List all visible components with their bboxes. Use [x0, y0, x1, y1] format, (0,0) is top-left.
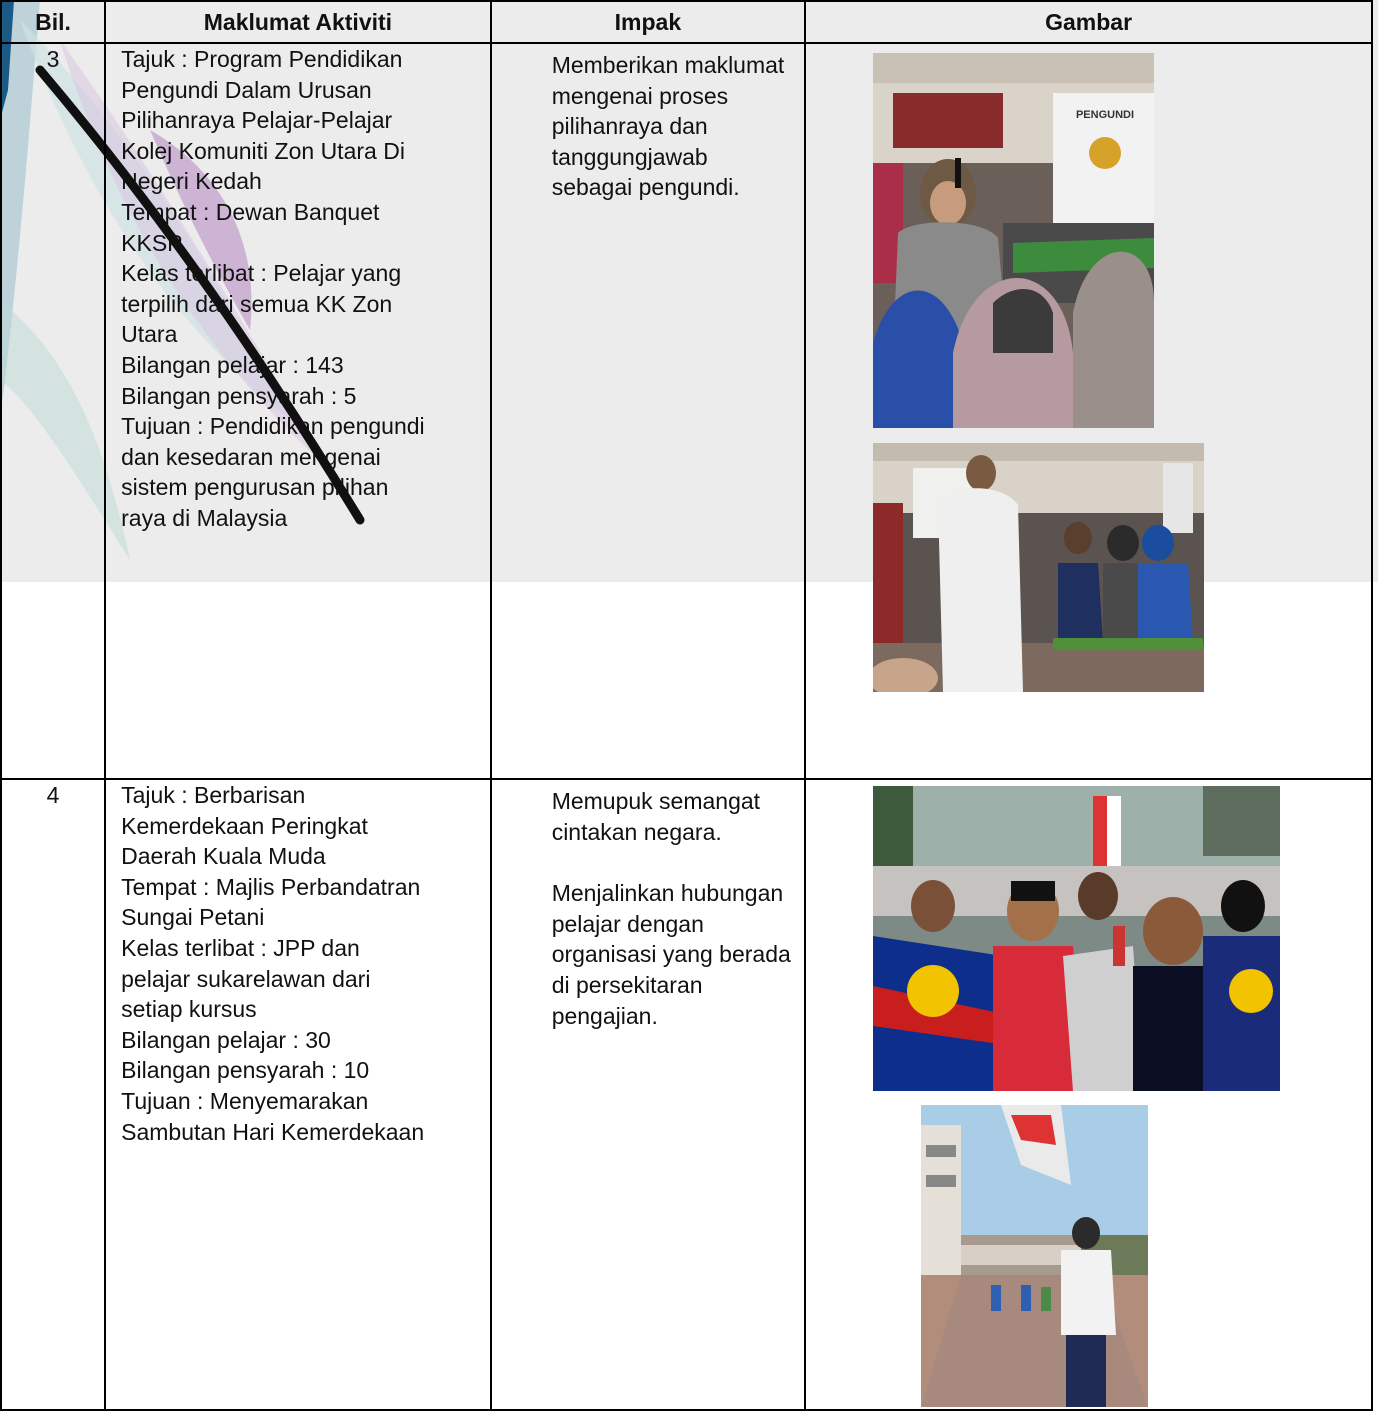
impact-cell — [491, 43, 805, 779]
info-line: raya di Malaysia — [121, 504, 288, 531]
row-number: 4 — [1, 779, 105, 1410]
header-maklumat-aktiviti: Maklumat Aktiviti — [105, 1, 491, 43]
info-line: Daerah Kuala Muda — [121, 843, 326, 870]
info-line: Negeri Kedah — [121, 168, 262, 195]
activity-info — [105, 779, 491, 1410]
info-line: KKSP — [121, 229, 183, 256]
info-line: Bilangan pensyarah : 5 — [121, 382, 357, 409]
info-line: Tajuk : Program Pendidikan — [121, 46, 403, 72]
header-bil: Bil. — [1, 1, 105, 43]
photo-street-parade — [921, 1105, 1148, 1407]
info-line: Kemerdekaan Peringkat — [121, 812, 368, 839]
header-gambar: Gambar — [805, 1, 1372, 43]
info-line: Tempat : Dewan Banquet — [121, 198, 380, 225]
impact-paragraph: Memberikan maklumat mengenai proses pilihanraya dan tanggungjawab sebagai pengundi. — [551, 52, 785, 201]
impact-cell — [491, 779, 805, 1410]
info-line: Tujuan : Pendidikan pengundi — [121, 413, 425, 440]
info-line: terpilih dari semua KK Zon — [121, 290, 393, 317]
info-line: dan kesedaran mengenai — [121, 443, 381, 470]
activity-info — [105, 43, 491, 779]
info-line: Utara — [121, 321, 178, 348]
info-line: Sungai Petani — [121, 904, 265, 931]
info-line: pelajar sukarelawan dari — [121, 965, 371, 992]
photo-seminar-audience — [873, 443, 1204, 692]
info-line: Kolej Komuniti Zon Utara Di — [121, 137, 405, 164]
photo-speaker-seminar — [873, 53, 1154, 428]
info-line: Sambutan Hari Kemerdekaan — [121, 1118, 425, 1145]
info-line: Bilangan pensyarah : 10 — [121, 1057, 370, 1084]
poster-text: PENGUNDI — [1075, 109, 1135, 121]
header-impak: Impak — [491, 1, 805, 43]
info-line: Pengundi Dalam Urusan — [121, 76, 372, 103]
photo-independence-group — [873, 786, 1280, 1091]
info-line: Kelas terlibat : JPP dan — [121, 934, 360, 961]
info-line: Pilihanraya Pelajar-Pelajar — [121, 107, 393, 134]
impact-paragraph: Menjalinkan hubungan pelajar dengan organisasi yang berada di persekitaran pengajian. — [551, 880, 791, 1029]
table-header-row — [1, 1, 1372, 43]
info-line: Tujuan : Menyemarakan — [121, 1087, 369, 1114]
info-line: Bilangan pelajar : 30 — [121, 1026, 331, 1053]
impact-paragraph: Memupuk semangat cintakan negara. — [551, 788, 761, 845]
info-line: Kelas terlibat : Pelajar yang — [121, 260, 402, 287]
row-number: 3 — [1, 43, 105, 779]
info-line: Tajuk : Berbarisan — [121, 782, 306, 808]
info-line: Tempat : Majlis Perbandatran — [121, 873, 421, 900]
info-line: Bilangan pelajar : 143 — [121, 351, 344, 378]
info-line: setiap kursus — [121, 996, 257, 1023]
info-line: sistem pengurusan pilihan — [121, 474, 389, 501]
